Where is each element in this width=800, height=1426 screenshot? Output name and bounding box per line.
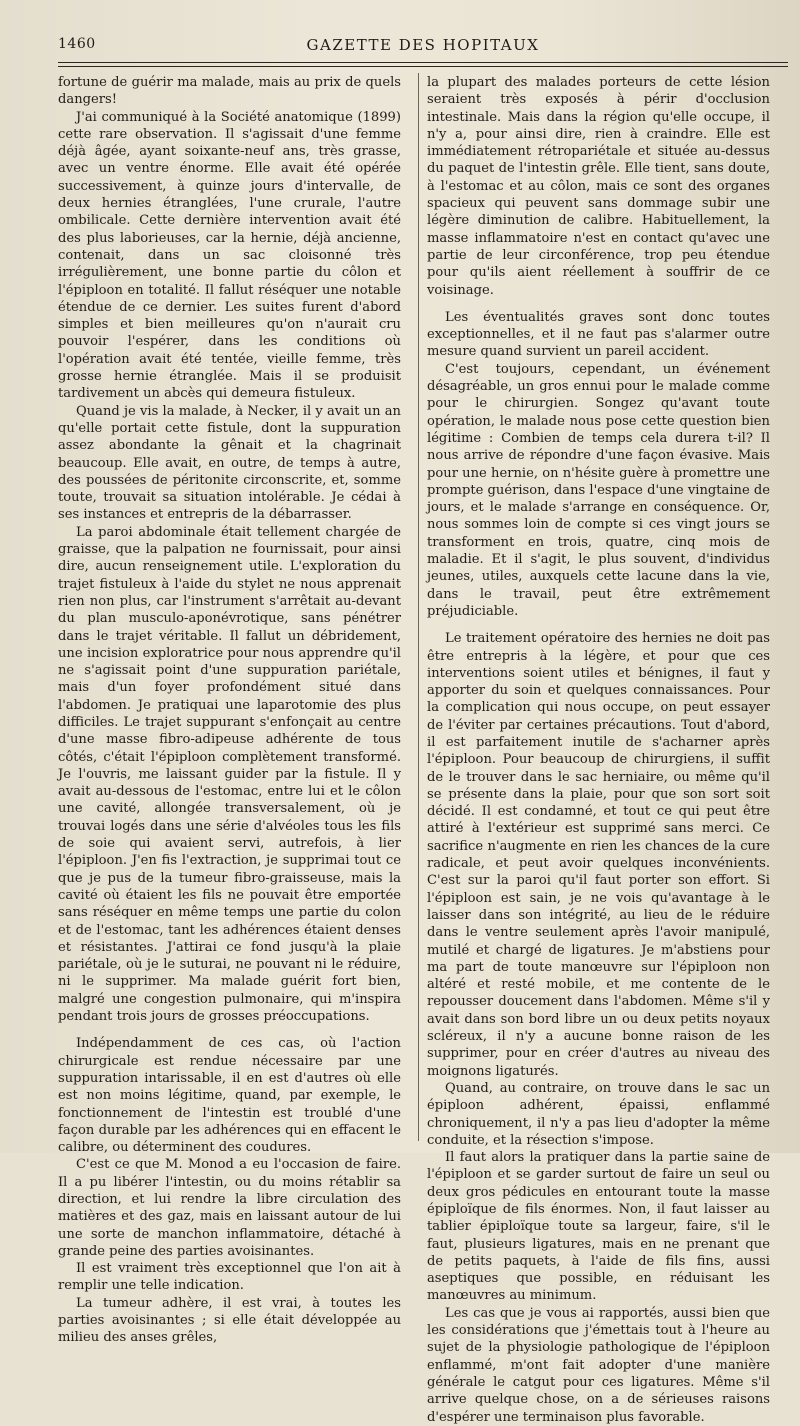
page-number: 1460 [58,36,96,52]
paragraph: Il faut alors la pratiquer dans la partie saine de l'épiploon et se garder surtout de faire un seul ou deux gros pédicules en entourant toute la masse épiploïque de fils énormes. Non, il faut laisser au tablier épiploïque toute sa largeur, faire, s'il le faut, plusieurs ligatures, mais en ne prenant que de petits paquets, à l'aide de fils fins, aussi aseptiques que possible, en réduisant les manœuvres au minimum. [427,1150,770,1304]
paragraph: La tumeur adhère, il est vrai, à toutes les parties avoisinantes ; si elle était développée au milieu des anses grêles, [58,1295,401,1346]
header-rule-double [58,66,788,67]
paragraph: Il est vraiment très exceptionnel que l'on ait à remplir une telle indication. [58,1261,401,1294]
paragraph: J'ai communiqué à la Société anatomique (1899) cette rare observation. Il s'agissait d'une femme déjà âgée, ayant soixante-neuf ans, très grasse, avec un ventre énorme. Elle avait été opérée successivement, à quinze jours d'intervalle, de deux hernies étranglées, l'une crurale, l'autre ombilicale. Cette dernière intervention avait été des plus laborieuses, car la hernie, déjà ancienne, contenait, dans un sac cloisonné très irrégulièrement, une bonne partie du côlon et l'épiploon en totalité. Il fallut réséquer une notable étendue de ce dernier. Les suites furent d'abord simples et bien meilleures qu'on n'aurait cru pouvoir l'espérer, dans les conditions où l'opération avait été tentée, vieille femme, très grosse hernie étranglée. Mais il se produisit tardivement un abcès qui demeura fistuleux. [58,109,401,402]
paragraph: la plupart des malades porteurs de cette lésion seraient très exposés à périr d'occlusion intestinale. Mais dans la région qu'elle occupe, il n'y a, pour ainsi dire, rien à craindre. Elle est immédiatement rétropariétale et située au-dessus du paquet de l'intestin grêle. Elle tient, sans doute, à l'estomac et au côlon, mais ce sont des organes spacieux qui peuvent sans dommage subir une légère diminution de calibre. Habituellement, la masse inflammatoire n'est en contact qu'avec une partie de leur circonférence, trop peu étendue pour qu'ils aient réellement à souffrir de ce voisinage. [427,75,770,298]
column-divider [418,73,419,1141]
paragraph: C'est ce que M. Monod a eu l'occasion de faire. Il a pu libérer l'intestin, ou du moins rétablir sa direction, et lui rendre la libre circulation des matières et des gaz, mais en laissant autour de lui une sorte de manchon inflammatoire, détaché à grande peine des parties avoisinantes. [58,1157,401,1259]
left-column [58,74,401,1347]
paragraph: Les éventualités graves sont donc toutes exceptionnelles, et il ne faut pas s'alarmer outre mesure quand survient un pareil accident. [427,309,770,360]
paragraph: fortune de guérir ma malade, mais au prix de quels dangers! [58,75,401,108]
paragraph: Les cas que je vous ai rapportés, aussi bien que les considérations que j'émettais tout à l'heure au sujet de la physiologie pathologique de l'épiploon enflammé, m'ont fait adopter d'une manière générale le catgut pour ces ligatures. Même s'il arrive quelque chose, on a de sérieuses raisons d'espérer une terminaison plus favorable. [427,1305,770,1425]
paragraph: La paroi abdominale était tellement chargée de graisse, que la palpation ne fournissait, pour ainsi dire, aucun renseignement utile. L'exploration du trajet fistuleux à l'aide du stylet ne nous apprenait rien non plus, car l'instrument s'arrêtait au-devant du plan musculo-aponévrotique, sans pénétrer dans le trajet véritable. Il fallut un débridement, une incision exploratrice pour nous apprendre qu'il ne s'agissait point d'une suppuration pariétale, mais d'un foyer profondément situé dans l'abdomen. Je pratiquai une laparotomie des plus difficiles. Le trajet suppurant s'enfonçait au centre d'une masse fibro-adipeuse adhérente de tous côtés, c'était l'épiploon complètement transformé. Je l'ouvris, me laissant guider par la fistule. Il y avait au-dessous de l'estomac, entre lui et le côlon une cavité, allongée transversalement, où je trouvai logés dans une série d'alvéoles tous les fils de soie qui avaient servi, autrefois, à lier l'épiploon. J'en fis l'extraction, je supprimai tout ce que je pus de la tumeur fibro-graisseuse, mais la cavité où étaient les fils ne pouvait être emportée sans réséquer en même temps une partie du colon et de l'estomac, tant les adhérences étaient denses et résistantes. J'attirai ce fond jusqu'à la plaie pariétale, où je le suturai, ne pouvant ni le réduire, ni le supprimer. Ma malade guérit fort bien, malgré une congestion pulmonaire, qui m'inspira pendant trois jours de grosses préoccupations. [58,524,401,1025]
paragraph: Le traitement opératoire des hernies ne doit pas être entrepris à la légère, et pour que ces interventions soient utiles et bénignes, il faut y apporter du soin et quelques connaissances. Pour la complication qui nous occupe, on peut essayer de l'éviter par certaines précautions. Tout d'abord, il est parfaitement inutile de s'acharner après l'épiploon. Pour beaucoup de chirurgiens, il suffit de le trouver dans le sac herniaire, ou même qu'il se présente dans la plaie, pour que son sort soit décidé. Il est condamné, et tout ce qui peut être attiré à l'extérieur est supprimé sans merci. Ce sacrifice n'augmente en rien les chances de la cure radicale, et peut avoir quelques inconvénients. C'est sur la paroi qu'il faut porter son effort. Si l'épiploon est sain, je ne vois qu'avantage à le laisser dans son intégrité, au lieu de le réduire dans le ventre seulement après l'avoir manipulé, mutilé et chargé de ligatures. Je m'abstiens pour ma part de toute manœuvre sur l'épiploon non altéré et resté mobile, et me contente de le repousser doucement dans l'abdomen. Même s'il y avait dans son bord libre un ou deux petits noyaux scléreux, il n'y a aucune bonne raison de les supprimer, pour en créer d'autres au niveau des moignons ligaturés. [427,631,770,1079]
paragraph: Indépendamment de ces cas, où l'action chirurgicale est rendue nécessaire par une suppuration intarissable, il en est d'autres où elle est non moins légitime, quand, par exemple, le fonctionnement de l'intestin est troublé d'une façon durable par les adhérences qui en effacent le calibre, ou déterminent des coudures. [58,1036,401,1156]
header-rule [58,62,788,63]
paragraph: C'est toujours, cependant, un événement désagréable, un gros ennui pour le malade comme pour le chirurgien. Songez qu'avant toute opération, le malade nous pose cette question bien légitime : Combien de temps cela durera t-il? Il nous arrive de répondre d'une façon évasive. Mais pour une hernie, on n'hésite guère à promettre une prompte guérison, dans l'espace d'une vingtaine de jours, et le malade s'arrange en conséquence. Or, nous sommes loin de compte si ces vingt jours se transforment en trois, quatre, cinq mois de maladie. Et il s'agit, le plus souvent, d'individus jeunes, utiles, auxquels cette lacune dans la vie, dans le travail, peut être extrêmement préjudiciable. [427,361,770,619]
paragraph: Quand je vis la malade, à Necker, il y avait un an qu'elle portait cette fistule, dont la suppuration assez abondante la gênait et la chagrinait beaucoup. Elle avait, en outre, de temps à autre, des poussées de péritonite circonscrite, et, somme toute, trouvait sa situation intolérable. Je cédai à ses instances et entrepris de la débarrasser. [58,403,401,523]
journal-title: GAZETTE DES HOPITAUX [306,36,540,54]
page-header [58,36,788,58]
paragraph: Quand, au contraire, on trouve dans le sac un épiploon adhérent, épaissi, enflammé chroniquement, il n'y a pas lieu d'adopter la même conduite, et la résection s'impose. [427,1080,770,1148]
right-column [427,74,770,1426]
